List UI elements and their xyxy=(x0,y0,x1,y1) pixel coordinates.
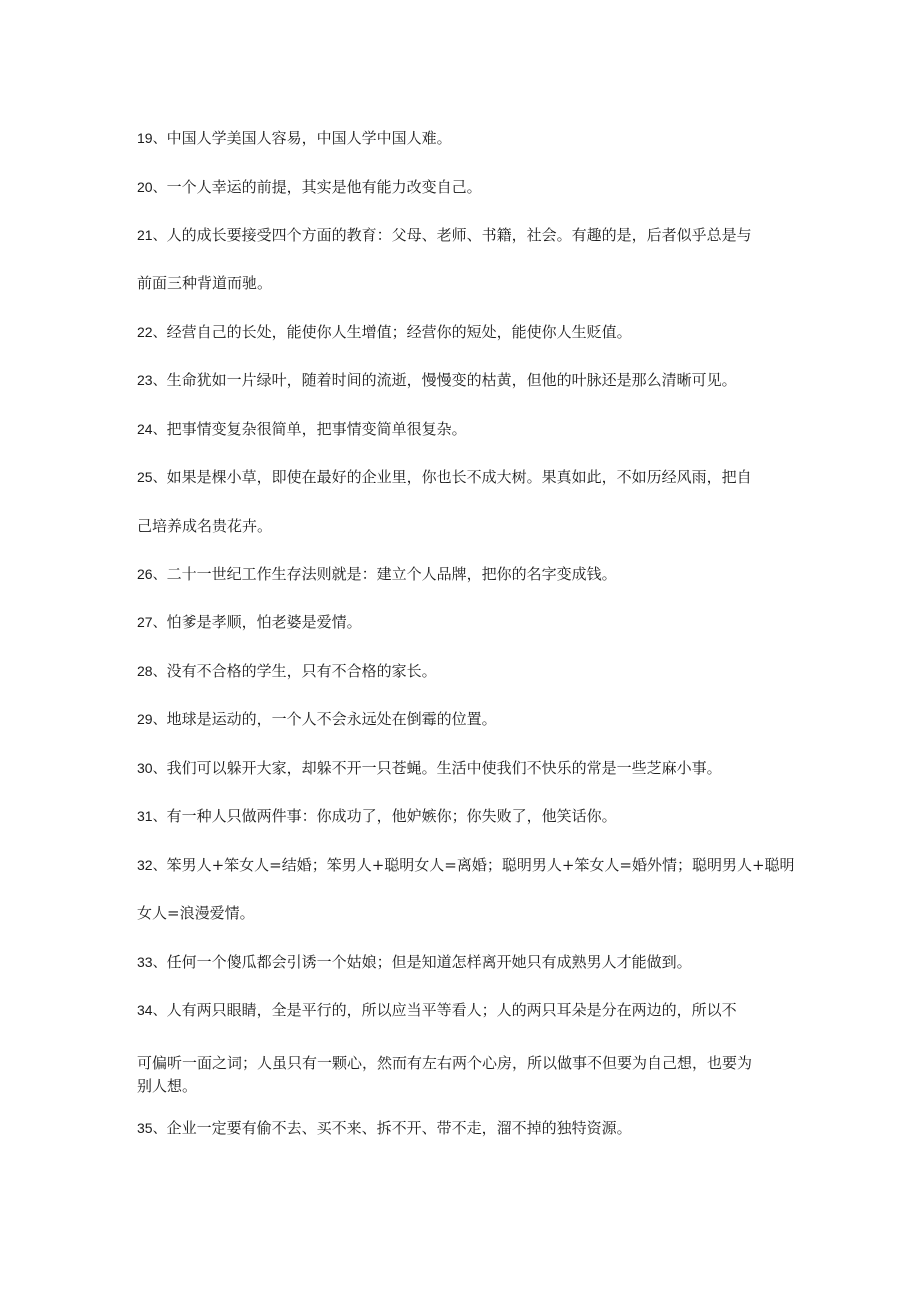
item-23-line-1 xyxy=(137,370,737,390)
item-28-line-1 xyxy=(137,661,437,681)
item-number: 24、 xyxy=(137,421,167,437)
item-number: 31、 xyxy=(137,808,167,824)
item-text: 笨男人+笨女人=结婚；笨男人+聪明女人=离婚；聪明男人+笨女人=婚外情；聪明男人+聪明 xyxy=(166,856,795,874)
item-29-line-1 xyxy=(137,709,497,729)
item-text: 女人=浪漫爱情。 xyxy=(137,904,255,922)
item-25-line-2 xyxy=(137,516,272,536)
item-text: 中国人学美国人容易，中国人学中国人难。 xyxy=(166,129,452,147)
item-text: 人的成长要接受四个方面的教育：父母、老师、书籍，社会。有趣的是，后者似乎总是与 xyxy=(166,226,752,244)
item-32-line-2 xyxy=(137,903,255,923)
item-number: 23、 xyxy=(137,372,167,388)
item-number: 34、 xyxy=(137,1002,167,1018)
item-number: 21、 xyxy=(137,227,167,243)
item-text: 前面三种背道而驰。 xyxy=(137,274,273,292)
item-25-line-1 xyxy=(137,467,752,487)
item-text: 己培养成名贵花卉。 xyxy=(137,517,273,535)
item-number: 26、 xyxy=(137,566,167,582)
item-text: 企业一定要有偷不去、买不来、拆不开、带不走，溜不掉的独特资源。 xyxy=(166,1119,632,1137)
item-number: 28、 xyxy=(137,663,167,679)
item-text: 有一种人只做两件事：你成功了，他妒嫉你；你失败了，他笑话你。 xyxy=(166,807,617,825)
item-number: 35、 xyxy=(137,1120,167,1136)
item-text: 二十一世纪工作生存法则就是：建立个人品牌，把你的名字变成钱。 xyxy=(166,565,617,583)
item-number: 33、 xyxy=(137,954,167,970)
item-text: 经营自己的长处，能使你人生增值；经营你的短处，能使你人生贬值。 xyxy=(166,323,632,341)
item-text: 生命犹如一片绿叶，随着时间的流逝，慢慢变的枯黄，但他的叶脉还是那么清晰可见。 xyxy=(166,371,737,389)
item-number: 32、 xyxy=(137,857,167,873)
item-text: 怕爹是孝顺，怕老婆是爱情。 xyxy=(166,613,362,631)
item-text: 可偏听一面之词；人虽只有一颗心，然而有左右两个心房，所以做事不但要为自己想，也要为 xyxy=(137,1054,753,1072)
item-34-line-2 xyxy=(137,1053,752,1073)
item-number: 29、 xyxy=(137,711,167,727)
item-20-line-1 xyxy=(137,177,482,197)
item-text: 我们可以躲开大家，却躲不开一只苍蝇。生活中使我们不快乐的常是一些芝麻小事。 xyxy=(166,759,722,777)
item-21-line-1 xyxy=(137,225,752,245)
item-number: 27、 xyxy=(137,614,167,630)
item-19-line-1 xyxy=(137,128,452,148)
item-text: 把事情变复杂很简单，把事情变简单很复杂。 xyxy=(166,420,467,438)
item-26-line-1 xyxy=(137,564,617,584)
item-text: 一个人幸运的前提，其实是他有能力改变自己。 xyxy=(166,178,482,196)
item-22-line-1 xyxy=(137,322,632,342)
item-27-line-1 xyxy=(137,612,362,632)
item-text: 地球是运动的，一个人不会永远处在倒霉的位置。 xyxy=(166,710,497,728)
item-text: 如果是棵小草，即使在最好的企业里，你也长不成大树。果真如此，不如历经风雨，把自 xyxy=(166,468,752,486)
item-21-line-2 xyxy=(137,273,272,293)
item-text: 人有两只眼睛，全是平行的，所以应当平等看人；人的两只耳朵是分在两边的，所以不 xyxy=(166,1001,737,1019)
item-text: 任何一个傻瓜都会引诱一个姑娘；但是知道怎样离开她只有成熟男人才能做到。 xyxy=(166,953,692,971)
item-number: 19、 xyxy=(137,130,167,146)
item-number: 20、 xyxy=(137,179,167,195)
item-32-line-1 xyxy=(137,855,795,875)
item-24-line-1 xyxy=(137,419,467,439)
item-text: 没有不合格的学生，只有不合格的家长。 xyxy=(166,662,437,680)
item-30-line-1 xyxy=(137,758,722,778)
item-number: 30、 xyxy=(137,760,167,776)
item-34-line-1 xyxy=(137,1000,737,1020)
item-34-line-3 xyxy=(137,1076,197,1096)
item-number: 25、 xyxy=(137,469,167,485)
item-33-line-1 xyxy=(137,952,692,972)
item-31-line-1 xyxy=(137,806,617,826)
item-number: 22、 xyxy=(137,324,167,340)
item-35-line-1 xyxy=(137,1118,632,1138)
item-text: 别人想。 xyxy=(137,1077,198,1095)
